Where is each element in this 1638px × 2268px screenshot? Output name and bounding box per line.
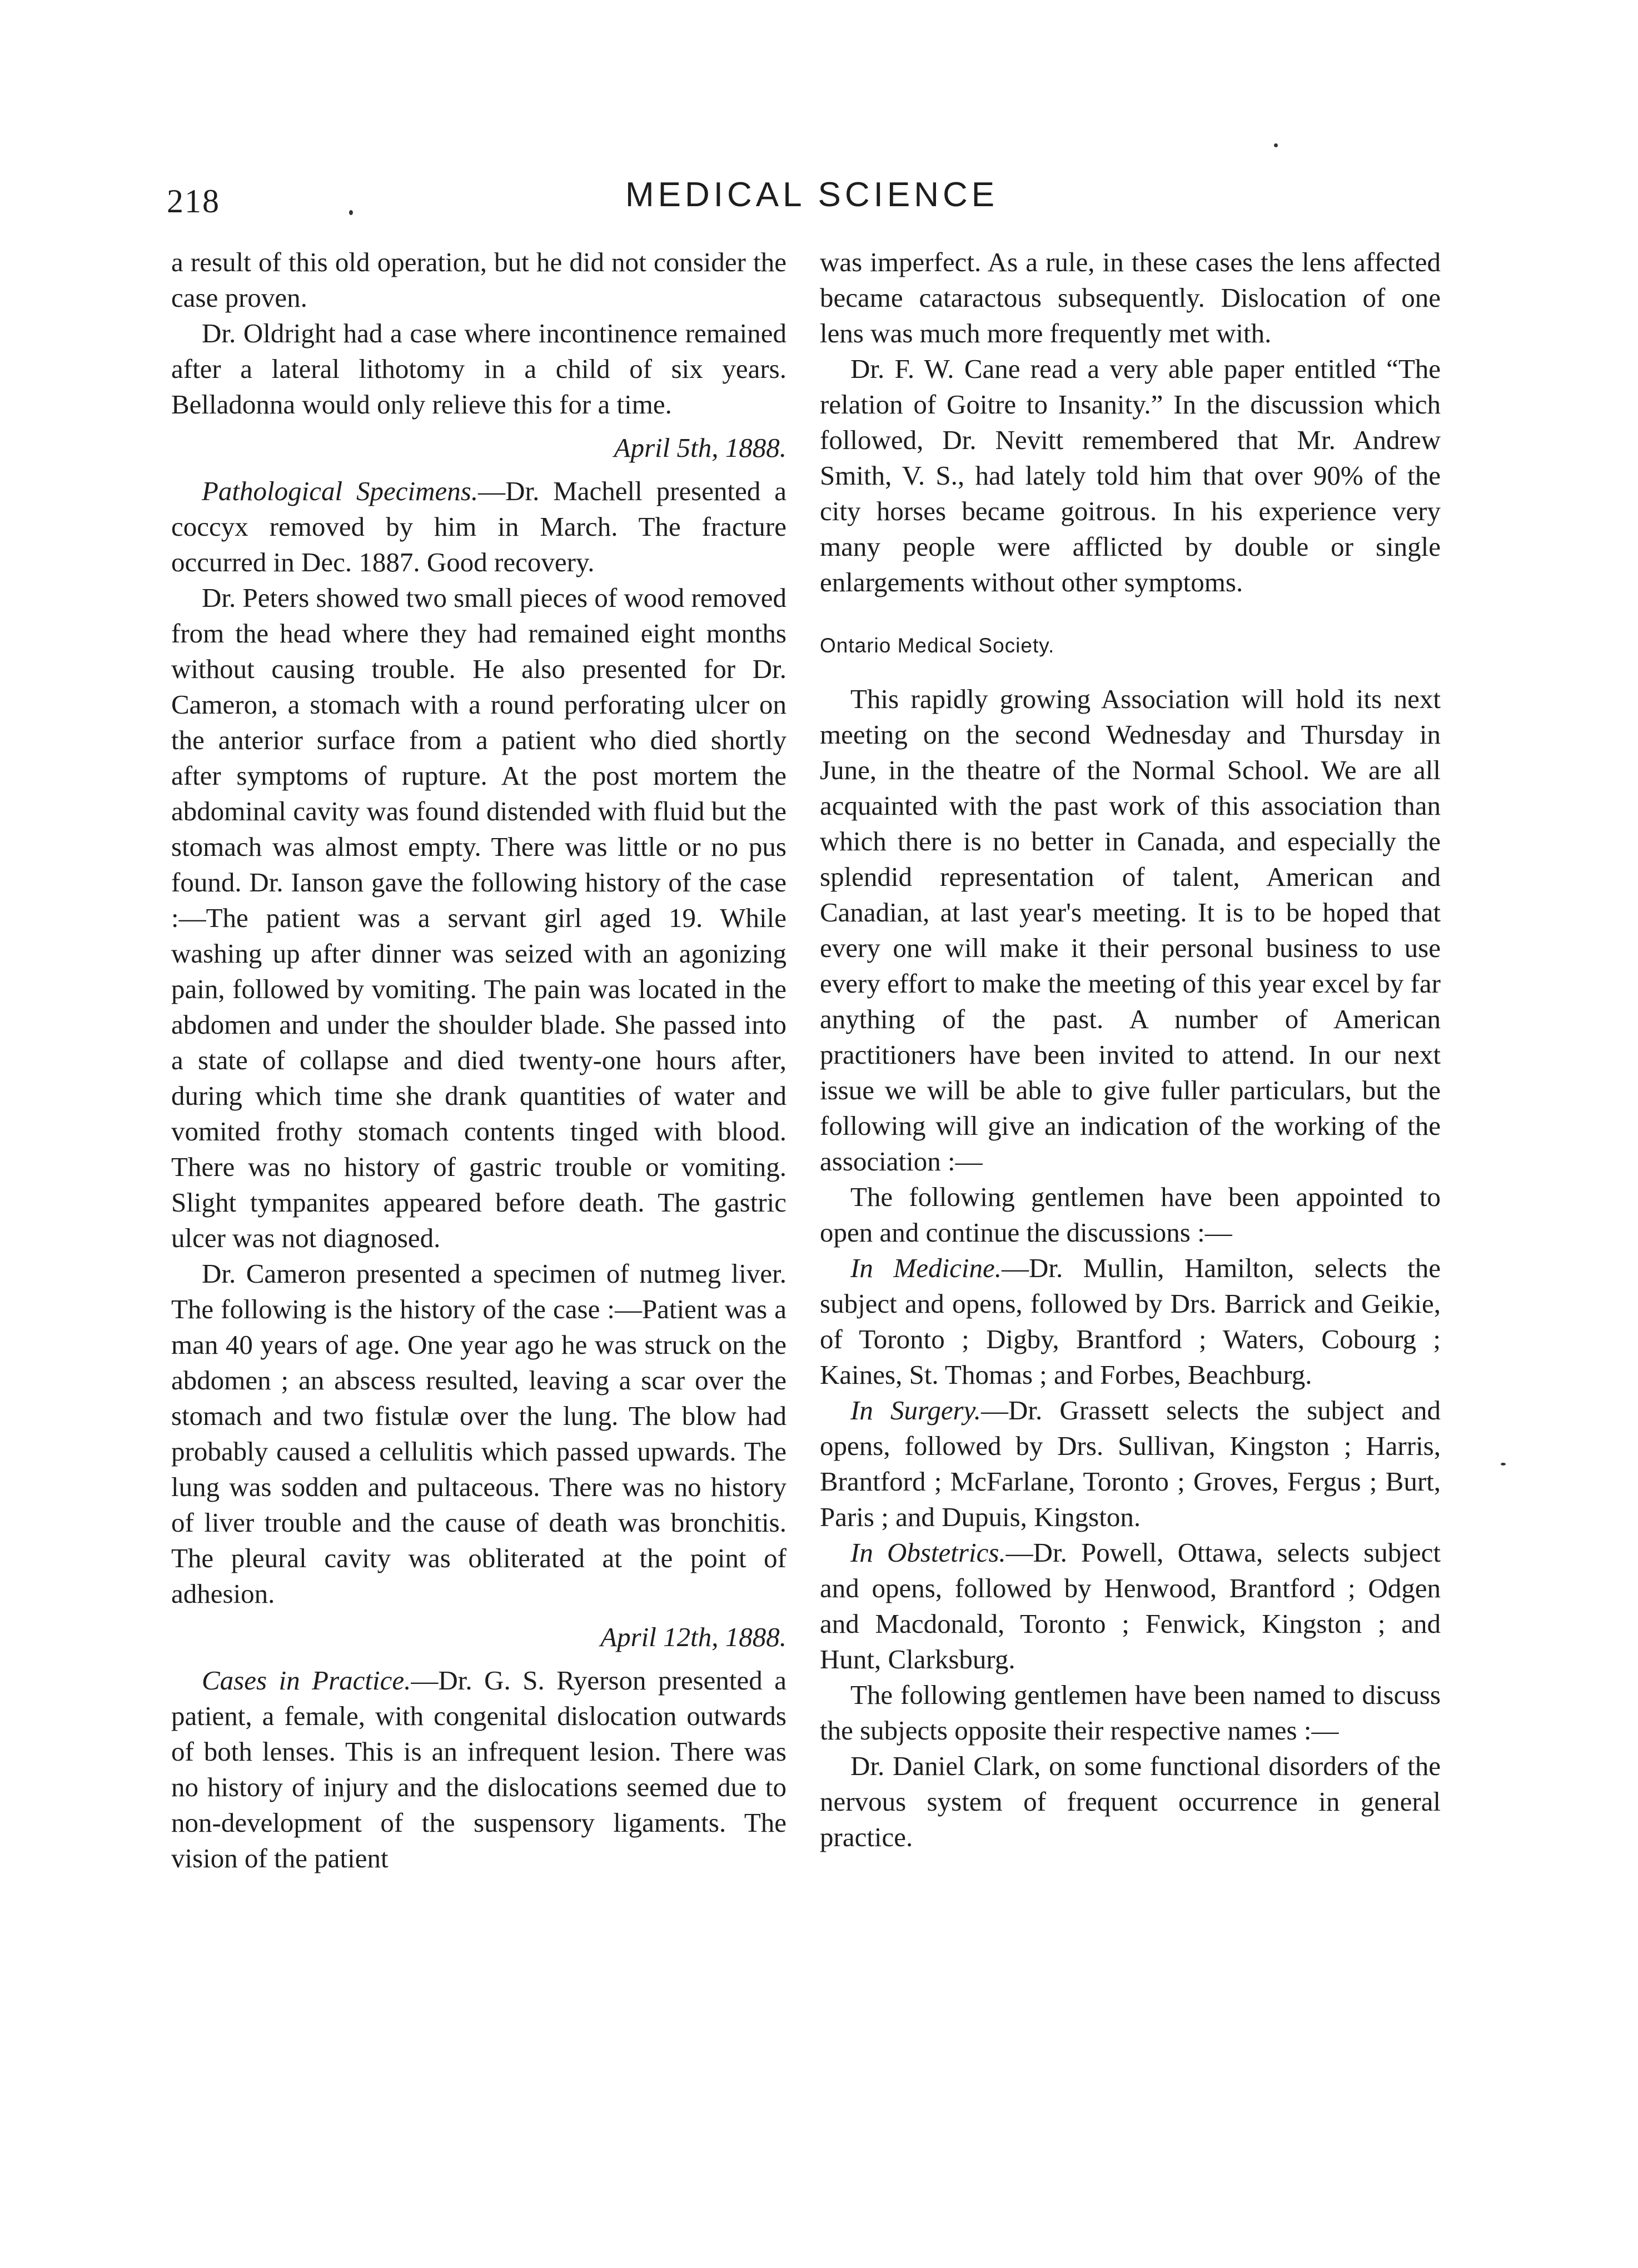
run-in-heading: In Surgery.	[850, 1395, 981, 1425]
speck-mark	[1274, 143, 1278, 147]
paragraph	[171, 1663, 786, 1876]
paragraph	[820, 1250, 1441, 1393]
paragraph: was imperfect. As a rule, in these cases the lens affected became cataractous subsequently. Dislocation of one lens was much more frequently met with.	[820, 247, 1441, 348]
paragraph	[820, 1535, 1441, 1677]
paragraph: This rapidly growing Association will hold its next meeting on the second Wednesday and Thursday in June, in the theatre of the Normal School. We are all acquainted with the past work of this association than which there is no better in Canada, and especially the splendid representation of talent, American and Canadian, at last year's meeting. It is to be hoped that every one will make it their personal business to use every effort to make the meeting of this year excel by far anything of the past. A number of American practitioners have been invited to attend. In our next issue we will be able to give fuller particulars, but the following will give an indication of the working of the association :—	[820, 684, 1441, 1177]
paragraph: The following gentlemen have been named to discuss the subjects opposite their respective names :—	[820, 1679, 1441, 1746]
running-title: MEDICAL SCIENCE	[625, 176, 999, 214]
paragraph: Dr. Peters showed two small pieces of wood removed from the head where they had remained eight months without causing trouble. He also presented for Dr. Cameron, a stomach with a round perforating ulcer on the anterior surface from a patient who died shortly after symptoms of rupture. At the post mortem the abdominal cavity was found distended with fluid but the stomach was almost empty. There was little or no pus found. Dr. Ianson gave the following history of the case :—The patient was a servant girl aged 19. While washing up after dinner was seized with an agonizing pain, followed by vomiting. The pain was located in the abdomen and under the shoulder blade. She passed into a state of collapse and died twenty-one hours after, during which time she drank quantities of water and vomited frothy stomach contents tinged with blood. There was no history of gastric trouble or vomiting. Slight tympanites appeared before death. The gastric ulcer was not diagnosed.	[171, 582, 786, 1253]
right-column	[820, 245, 1441, 1855]
paragraph-body: —Dr. G. S. Ryerson presented a patient, a female, with congenital dislocation outwards of both lenses. This is an infrequent lesion. There was no history of injury and the dislocations seemed due to non-development of the suspensory ligaments. The vision of the patient	[171, 1665, 787, 1873]
dateline: April 5th, 1888.	[614, 432, 786, 463]
speck-mark	[349, 210, 353, 215]
paragraph-body: —Dr. Mullin, Hamilton, selects the subject and opens, followed by Drs. Barrick and Geikie, of Toronto ; Digby, Brantford ; Waters, Cobourg ; Kaines, St. Thomas ; and Forbes, Beachburg.	[820, 1253, 1441, 1390]
paragraph: The following gentlemen have been appointed to open and continue the discussions :—	[820, 1182, 1441, 1248]
run-in-heading: In Medicine.	[850, 1253, 1002, 1283]
page-number: 218	[167, 183, 220, 220]
paragraph-body: —Dr. Powell, Ottawa, selects subject and opens, followed by Henwood, Brantford ; Odgen and Macdonald, Toronto ; Fenwick, Kingston ; and Hunt, Clarksburg.	[820, 1537, 1441, 1674]
paragraph: Dr. Daniel Clark, on some functional disorders of the nervous system of frequent occurrence in general practice.	[820, 1751, 1441, 1852]
paragraph-body: —Dr. Grassett selects the subject and opens, followed by Drs. Sullivan, Kingston ; Harris, Brantford ; McFarlane, Toronto ; Groves, Fergus ; Burt, Paris ; and Dupuis, Kingston.	[820, 1395, 1441, 1532]
paragraph-body: —Dr. Machell presented a coccyx removed by him in March. The fracture occurred in Dec. 1887. Good recovery.	[171, 476, 786, 577]
paragraph: Dr. F. W. Cane read a very able paper entitled “The relation of Goitre to Insanity.” In the discussion which followed, Dr. Nevitt remembered that Mr. Andrew Smith, V. S., had lately told him that over 90% of the city horses became goitrous. In his experience very many people were afflicted by double or single enlargements without other symptoms.	[820, 353, 1441, 597]
speck-mark	[1501, 1463, 1506, 1466]
paragraph: Dr. Oldright had a case where incontinence remained after a lateral lithotomy in a child of six years. Belladonna would only relieve this for a time.	[171, 318, 786, 420]
paragraph: a result of this old operation, but he did not consider the case proven.	[171, 247, 786, 313]
dateline: April 12th, 1888.	[600, 1622, 786, 1652]
run-in-heading: Pathological Specimens.	[202, 476, 479, 506]
paragraph: Dr. Cameron presented a specimen of nutmeg liver. The following is the history of the case :—Patient was a man 40 years of age. One year ago he was struck on the abdomen ; an abscess resulted, leaving a scar over the stomach and two fistulæ over the lung. The blow had probably caused a cellulitis which passed upwards. The lung was sodden and pultaceous. There was no history of liver trouble and the cause of death was bronchitis. The pleural cavity was obliterated at the point of adhesion.	[171, 1258, 786, 1609]
section-heading: Ontario Medical Society.	[820, 634, 1055, 657]
paragraph	[171, 473, 786, 580]
paragraph	[820, 1393, 1441, 1535]
run-in-heading: Cases in Practice.	[202, 1665, 411, 1696]
run-in-heading: In Obstetrics.	[850, 1537, 1006, 1568]
left-column	[171, 245, 786, 1876]
